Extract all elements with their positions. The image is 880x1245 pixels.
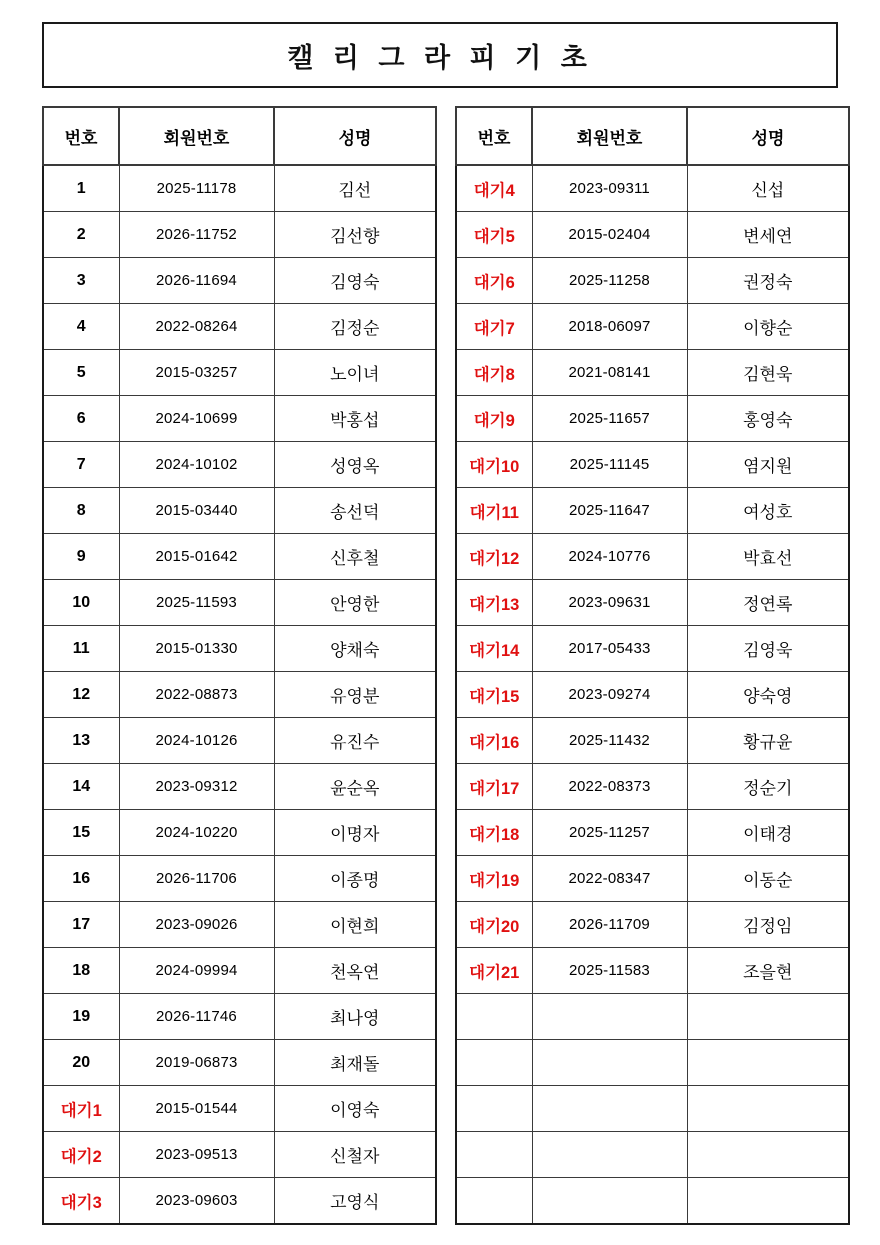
- table-row: [456, 994, 849, 1040]
- row-number-cell: 15: [43, 810, 119, 856]
- member-id-cell: 2017-05433: [532, 626, 687, 672]
- member-name-cell: 김선: [274, 165, 436, 212]
- table-row: [43, 1040, 436, 1086]
- member-name-cell: 이현희: [274, 902, 436, 948]
- member-name-cell: 양숙영: [687, 672, 849, 718]
- table-row: [456, 902, 849, 948]
- member-id-cell: 2024-10126: [119, 718, 274, 764]
- member-id-cell: 2015-01330: [119, 626, 274, 672]
- row-number-cell: 대기7: [456, 304, 532, 350]
- column-header-name: 성명: [687, 107, 849, 165]
- member-name-cell: 황규윤: [687, 718, 849, 764]
- member-name-cell: 유영분: [274, 672, 436, 718]
- row-number-cell: 14: [43, 764, 119, 810]
- member-name-cell: 권정숙: [687, 258, 849, 304]
- member-id-cell: 2015-01544: [119, 1086, 274, 1132]
- row-number-cell: 7: [43, 442, 119, 488]
- row-number-cell: 11: [43, 626, 119, 672]
- column-header-no: 번호: [43, 107, 119, 165]
- member-name-cell: 이향순: [687, 304, 849, 350]
- row-number-cell: 대기8: [456, 350, 532, 396]
- member-name-cell: 조을현: [687, 948, 849, 994]
- row-number-cell: 20: [43, 1040, 119, 1086]
- member-id-cell: 2023-09603: [119, 1178, 274, 1225]
- member-id-cell: [532, 1040, 687, 1086]
- member-name-cell: 안영한: [274, 580, 436, 626]
- member-id-cell: [532, 1132, 687, 1178]
- member-name-cell: 김선향: [274, 212, 436, 258]
- member-name-cell: 성영옥: [274, 442, 436, 488]
- member-id-cell: 2024-09994: [119, 948, 274, 994]
- table-row: [43, 994, 436, 1040]
- row-number-cell: 16: [43, 856, 119, 902]
- row-number-cell: 대기2: [43, 1132, 119, 1178]
- member-name-cell: 박효선: [687, 534, 849, 580]
- row-number-cell: 대기18: [456, 810, 532, 856]
- table-row: [456, 165, 849, 212]
- table-header-row: [456, 107, 849, 165]
- row-number-cell: 대기4: [456, 165, 532, 212]
- member-name-cell: 김영욱: [687, 626, 849, 672]
- member-id-cell: 2026-11746: [119, 994, 274, 1040]
- member-name-cell: 이영숙: [274, 1086, 436, 1132]
- member-id-cell: 2026-11706: [119, 856, 274, 902]
- row-number-cell: 9: [43, 534, 119, 580]
- table-row: [43, 902, 436, 948]
- member-id-cell: 2015-02404: [532, 212, 687, 258]
- member-id-cell: 2018-06097: [532, 304, 687, 350]
- table-row: [456, 1132, 849, 1178]
- row-number-cell: 대기3: [43, 1178, 119, 1225]
- table-row: [43, 396, 436, 442]
- table-row: [456, 534, 849, 580]
- member-id-cell: [532, 994, 687, 1040]
- table-row: [456, 764, 849, 810]
- member-name-cell: 박홍섭: [274, 396, 436, 442]
- member-id-cell: [532, 1178, 687, 1225]
- row-number-cell: 19: [43, 994, 119, 1040]
- row-number-cell: [456, 1178, 532, 1225]
- row-number-cell: 12: [43, 672, 119, 718]
- row-number-cell: [456, 994, 532, 1040]
- table-row: [456, 948, 849, 994]
- member-id-cell: 2025-11257: [532, 810, 687, 856]
- document-title-box: [42, 22, 838, 88]
- row-number-cell: [456, 1132, 532, 1178]
- member-name-cell: 최나영: [274, 994, 436, 1040]
- table-row: [456, 212, 849, 258]
- member-name-cell: 김현욱: [687, 350, 849, 396]
- member-name-cell: 이동순: [687, 856, 849, 902]
- member-name-cell: [687, 1178, 849, 1225]
- member-id-cell: 2025-11178: [119, 165, 274, 212]
- column-header-member-id: 회원번호: [119, 107, 274, 165]
- roster-table-right: [455, 106, 850, 1225]
- table-row: [43, 626, 436, 672]
- table-row: [43, 258, 436, 304]
- table-row: [456, 718, 849, 764]
- roster-tables: [42, 106, 838, 1225]
- row-number-cell: 5: [43, 350, 119, 396]
- member-name-cell: 신섭: [687, 165, 849, 212]
- table-row: [43, 1132, 436, 1178]
- row-number-cell: 대기17: [456, 764, 532, 810]
- member-id-cell: 2022-08873: [119, 672, 274, 718]
- row-number-cell: 1: [43, 165, 119, 212]
- column-header-no: 번호: [456, 107, 532, 165]
- table-row: [456, 350, 849, 396]
- member-id-cell: 2023-09274: [532, 672, 687, 718]
- table-row: [456, 580, 849, 626]
- member-name-cell: 신후철: [274, 534, 436, 580]
- member-id-cell: 2025-11258: [532, 258, 687, 304]
- member-id-cell: 2022-08347: [532, 856, 687, 902]
- member-name-cell: 유진수: [274, 718, 436, 764]
- member-name-cell: 고영식: [274, 1178, 436, 1225]
- member-name-cell: 이종명: [274, 856, 436, 902]
- row-number-cell: 대기21: [456, 948, 532, 994]
- member-name-cell: 김영숙: [274, 258, 436, 304]
- member-name-cell: 김정임: [687, 902, 849, 948]
- member-name-cell: 이명자: [274, 810, 436, 856]
- table-row: [456, 396, 849, 442]
- row-number-cell: 대기16: [456, 718, 532, 764]
- member-id-cell: 2022-08264: [119, 304, 274, 350]
- table-row: [43, 442, 436, 488]
- member-id-cell: 2026-11709: [532, 902, 687, 948]
- row-number-cell: 대기9: [456, 396, 532, 442]
- row-number-cell: 대기1: [43, 1086, 119, 1132]
- member-name-cell: 천옥연: [274, 948, 436, 994]
- row-number-cell: 대기11: [456, 488, 532, 534]
- member-id-cell: 2024-10220: [119, 810, 274, 856]
- member-name-cell: 김정순: [274, 304, 436, 350]
- member-id-cell: 2023-09631: [532, 580, 687, 626]
- row-number-cell: 대기10: [456, 442, 532, 488]
- member-name-cell: 윤순옥: [274, 764, 436, 810]
- table-row: [456, 672, 849, 718]
- member-name-cell: 송선덕: [274, 488, 436, 534]
- row-number-cell: 10: [43, 580, 119, 626]
- member-name-cell: 홍영숙: [687, 396, 849, 442]
- table-row: [43, 1086, 436, 1132]
- table-row: [456, 1040, 849, 1086]
- table-row: [456, 810, 849, 856]
- row-number-cell: 대기15: [456, 672, 532, 718]
- member-name-cell: 정연록: [687, 580, 849, 626]
- member-name-cell: 신철자: [274, 1132, 436, 1178]
- column-header-name: 성명: [274, 107, 436, 165]
- row-number-cell: 대기5: [456, 212, 532, 258]
- table-body-right: [456, 165, 849, 1224]
- table-row: [456, 442, 849, 488]
- table-row: [456, 626, 849, 672]
- member-id-cell: 2015-03440: [119, 488, 274, 534]
- row-number-cell: 3: [43, 258, 119, 304]
- row-number-cell: 대기13: [456, 580, 532, 626]
- table-row: [456, 1086, 849, 1132]
- table-row: [43, 350, 436, 396]
- table-row: [43, 948, 436, 994]
- member-id-cell: 2024-10776: [532, 534, 687, 580]
- row-number-cell: 6: [43, 396, 119, 442]
- table-row: [456, 1178, 849, 1225]
- table-row: [43, 810, 436, 856]
- table-row: [43, 718, 436, 764]
- member-id-cell: 2025-11145: [532, 442, 687, 488]
- table-row: [456, 304, 849, 350]
- member-name-cell: 최재돌: [274, 1040, 436, 1086]
- member-name-cell: [687, 1086, 849, 1132]
- table-row: [43, 212, 436, 258]
- row-number-cell: 13: [43, 718, 119, 764]
- table-row: [43, 165, 436, 212]
- table-row: [456, 258, 849, 304]
- member-name-cell: 이태경: [687, 810, 849, 856]
- member-id-cell: 2019-06873: [119, 1040, 274, 1086]
- member-name-cell: 변세연: [687, 212, 849, 258]
- member-id-cell: 2026-11752: [119, 212, 274, 258]
- table-row: [43, 534, 436, 580]
- member-id-cell: 2022-08373: [532, 764, 687, 810]
- table-row: [43, 304, 436, 350]
- member-id-cell: 2015-03257: [119, 350, 274, 396]
- table-row: [43, 856, 436, 902]
- row-number-cell: [456, 1040, 532, 1086]
- row-number-cell: 4: [43, 304, 119, 350]
- row-number-cell: 2: [43, 212, 119, 258]
- member-id-cell: 2025-11657: [532, 396, 687, 442]
- member-id-cell: 2025-11647: [532, 488, 687, 534]
- table-row: [43, 672, 436, 718]
- row-number-cell: 대기12: [456, 534, 532, 580]
- page-title: 캘 리 그 라 피 기 초: [287, 42, 593, 73]
- table-row: [456, 488, 849, 534]
- member-name-cell: [687, 1132, 849, 1178]
- member-id-cell: 2025-11593: [119, 580, 274, 626]
- column-header-member-id: 회원번호: [532, 107, 687, 165]
- member-id-cell: 2026-11694: [119, 258, 274, 304]
- table-row: [43, 580, 436, 626]
- table-body-left: [43, 165, 436, 1224]
- member-id-cell: 2023-09312: [119, 764, 274, 810]
- member-id-cell: 2025-11432: [532, 718, 687, 764]
- table-row: [43, 764, 436, 810]
- member-name-cell: 정순기: [687, 764, 849, 810]
- table-header-row: [43, 107, 436, 165]
- row-number-cell: 8: [43, 488, 119, 534]
- table-row: [43, 488, 436, 534]
- member-id-cell: 2023-09026: [119, 902, 274, 948]
- member-name-cell: 염지원: [687, 442, 849, 488]
- member-name-cell: [687, 994, 849, 1040]
- member-id-cell: 2024-10102: [119, 442, 274, 488]
- row-number-cell: 대기6: [456, 258, 532, 304]
- member-id-cell: 2025-11583: [532, 948, 687, 994]
- roster-table-left: [42, 106, 437, 1225]
- row-number-cell: 18: [43, 948, 119, 994]
- row-number-cell: 대기19: [456, 856, 532, 902]
- member-id-cell: [532, 1086, 687, 1132]
- member-name-cell: [687, 1040, 849, 1086]
- member-id-cell: 2024-10699: [119, 396, 274, 442]
- member-id-cell: 2023-09513: [119, 1132, 274, 1178]
- member-name-cell: 양채숙: [274, 626, 436, 672]
- member-id-cell: 2023-09311: [532, 165, 687, 212]
- table-row: [43, 1178, 436, 1225]
- member-id-cell: 2015-01642: [119, 534, 274, 580]
- member-id-cell: 2021-08141: [532, 350, 687, 396]
- member-name-cell: 노이녀: [274, 350, 436, 396]
- table-row: [456, 856, 849, 902]
- row-number-cell: [456, 1086, 532, 1132]
- row-number-cell: 17: [43, 902, 119, 948]
- row-number-cell: 대기20: [456, 902, 532, 948]
- row-number-cell: 대기14: [456, 626, 532, 672]
- member-name-cell: 여성호: [687, 488, 849, 534]
